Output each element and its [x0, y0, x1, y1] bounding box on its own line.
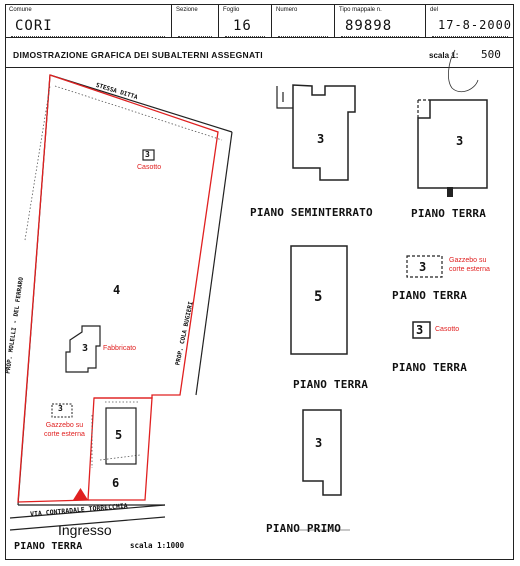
right-owner-label: PROP. COLA BUGIERI	[174, 300, 195, 367]
site-fabbricato-number: 3	[82, 343, 89, 354]
label-piano-seminterrato: PIANO SEMINTERRATO	[250, 206, 373, 219]
sezione-label: Sezione	[176, 7, 198, 13]
site-piano-terra-label: PIANO TERRA	[14, 541, 83, 552]
numero-label: Numero	[276, 7, 298, 13]
label-piano-primo: PIANO PRIMO	[266, 522, 342, 535]
left-owner-label: PROP. MOLELLI - DEL FERRARO	[4, 276, 26, 375]
plan-primo	[303, 410, 341, 495]
road-label: VIA CONTRADALE TORRECCHIA	[29, 501, 129, 519]
site-building-5: 5	[115, 428, 123, 442]
del-label: del	[430, 7, 439, 13]
site-casotto-number: 3	[145, 150, 150, 159]
scribble	[448, 50, 478, 92]
site-gazzebo-number: 3	[58, 404, 63, 413]
plan-primo-number: 3	[315, 436, 323, 450]
scale-value: 500	[481, 48, 501, 61]
dotted-lines	[25, 86, 222, 468]
fabbricato-note: Fabbricato	[103, 345, 137, 352]
ingresso-label: Ingresso	[58, 522, 112, 538]
sheet-title: DIMOSTRAZIONE GRAFICA DEI SUBALTERNI ASSEGNATI	[13, 50, 263, 60]
site-outline	[18, 75, 232, 505]
plan-seminterrato-number: 3	[317, 132, 325, 146]
foglio-label: Foglio	[223, 7, 240, 13]
plan-terra-top-number: 3	[456, 134, 464, 148]
label-piano-terra-top: PIANO TERRA	[411, 207, 487, 220]
del-value: 17-8-2000	[438, 18, 513, 32]
scale-label: scala 1:	[429, 51, 459, 60]
site-parcel-4: 4	[113, 283, 121, 297]
label-piano-terra-casotto: PIANO TERRA	[392, 361, 468, 374]
gazzebo-note-site: Gazzebo su corte esterna	[44, 422, 85, 438]
stessa-ditta-label: STESSA DITTA	[94, 81, 139, 102]
label-piano-terra-gazzebo: PIANO TERRA	[392, 289, 468, 302]
casotto-plan-number: 3	[416, 323, 424, 337]
site-scale-label: scala 1:1000	[130, 541, 185, 550]
tipo-mappale-label: Tipo mappale n.	[339, 7, 382, 13]
plan-terra-top	[418, 100, 487, 188]
plan-terra-5-number: 5	[314, 289, 323, 305]
site-parcel-6: 6	[112, 476, 120, 490]
tipo-mappale-value: 89898	[345, 18, 393, 34]
label-piano-terra-5: PIANO TERRA	[293, 378, 369, 391]
gazzebo-note-plan: Gazzebo su corte esterna	[449, 257, 490, 273]
entrance-marker	[73, 488, 88, 500]
casotto-note-site: Casotto	[137, 164, 162, 171]
comune-value: CORI	[15, 18, 53, 34]
comune-label: Comune	[9, 7, 32, 13]
gazzebo-plan-number: 3	[419, 260, 427, 274]
casotto-note-plan: Casotto	[435, 326, 460, 333]
foglio-value: 16	[233, 18, 252, 34]
